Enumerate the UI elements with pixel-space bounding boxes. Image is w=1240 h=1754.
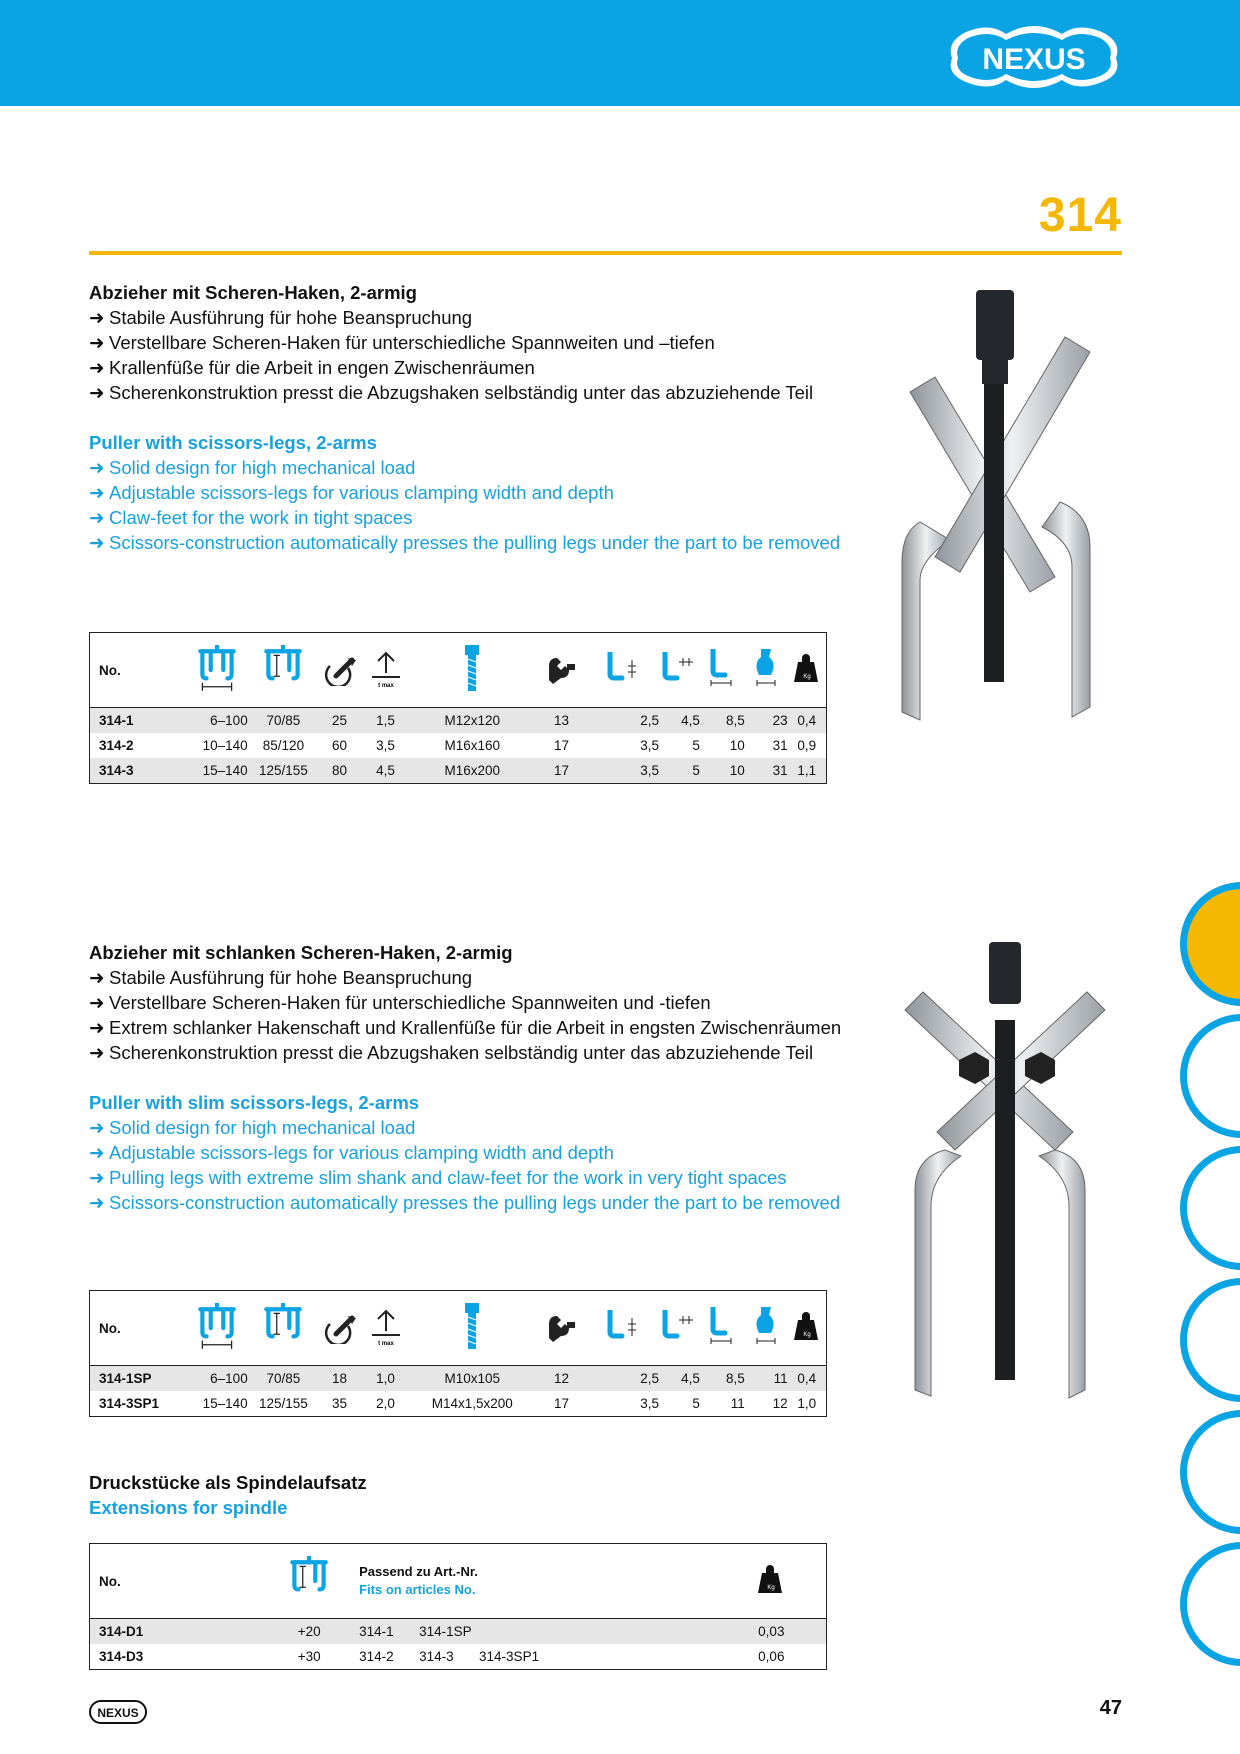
wrench-icon — [534, 1291, 590, 1366]
fits-en-label: Fits on articles No. — [359, 1582, 476, 1597]
side-tab[interactable] — [1180, 1410, 1240, 1534]
col-no-label: No. — [99, 1573, 121, 1589]
claw-b-icon — [659, 1291, 700, 1366]
svg-text:t max: t max — [377, 1340, 394, 1347]
svg-text:Kg: Kg — [767, 1584, 775, 1591]
section2-en-bullet: ➜ Pulling legs with extreme slim shank and claw-feet for the work in very tight spaces — [89, 1167, 787, 1188]
puller-depth-icon — [259, 1544, 359, 1619]
nexus-logo-small — [89, 1700, 147, 1724]
section2-en-bullet: ➜ Solid design for high mechanical load — [89, 1117, 416, 1138]
section2-en-bullet: ➜ Adjustable scissors-legs for various clamping width and depth — [89, 1142, 614, 1163]
col-no-label: No. — [99, 1320, 121, 1336]
table-row: 314-2 10–140 85/120 60 3,5 M16x160 17 3,5 5 10 31 0,9 — [99, 738, 817, 753]
spindle-icon — [411, 633, 533, 708]
table-row: 314-3SP1 15–140 125/155 35 2,0 M14x1,5x200 17 3,5 5 11 12 1,0 — [99, 1396, 817, 1411]
title-rule — [89, 251, 1122, 255]
section2-text — [89, 940, 849, 1215]
arrow-icon: ➜ — [89, 532, 105, 553]
claw-c-icon — [700, 1291, 745, 1366]
arrow-icon: ➜ — [89, 992, 105, 1013]
arrow-icon: ➜ — [89, 1142, 105, 1163]
section2-de-bullet: ➜ Extrem schlanker Hakenschaft und Krallenfüße für die Arbeit in engsten Zwischenräumen — [89, 1017, 842, 1038]
spec-table-3 — [89, 1543, 827, 1670]
col-no-label: No. — [99, 662, 121, 678]
puller-depth-icon — [248, 633, 319, 708]
arrow-icon: ➜ — [89, 1017, 105, 1038]
claw-b-icon — [659, 633, 700, 708]
section2-de-bullet: ➜ Verstellbare Scheren-Haken für unterschiedliche Spannweiten und -tiefen — [89, 992, 711, 1013]
spec-table-2 — [89, 1290, 827, 1417]
arrow-icon: ➜ — [89, 482, 105, 503]
arrow-icon: ➜ — [89, 382, 105, 403]
torque-icon — [319, 1291, 360, 1366]
section3-de-title: Druckstücke als Spindelaufsatz — [89, 1472, 367, 1493]
section2-en-bullet: ➜ Scissors-construction automatically presses the pulling legs under the part to be removed — [89, 1192, 841, 1213]
section1-text — [89, 280, 849, 555]
svg-text:Kg: Kg — [803, 1331, 811, 1338]
section1-en-bullet: ➜ Scissors-construction automatically presses the pulling legs under the part to be removed — [89, 532, 841, 553]
section2-de-bullet: ➜ Scherenkonstruktion presst die Abzugshaken selbständig unter das abzuziehende Teil — [89, 1042, 814, 1063]
table-header-row — [90, 1544, 827, 1619]
table-row: 314-D3 +30 314-2 314-3 314-3SP1 0,06 — [99, 1649, 785, 1664]
section1-de-title: Abzieher mit Scheren-Haken, 2-armig — [89, 282, 417, 303]
section2-en-title: Puller with slim scissors-legs, 2-arms — [89, 1092, 420, 1113]
claw-d-icon — [745, 633, 788, 708]
arrow-icon: ➜ — [89, 332, 105, 353]
torque-icon — [319, 633, 360, 708]
logo-text: NEXUS — [982, 43, 1086, 76]
section1-en-bullet: ➜ Solid design for high mechanical load — [89, 457, 416, 478]
table-header-row — [90, 1291, 827, 1366]
page-number: 47 — [1099, 1697, 1122, 1719]
weight-icon — [788, 633, 827, 708]
puller-width-icon — [186, 633, 247, 708]
force-icon — [360, 633, 411, 708]
section1-de-bullet: ➜ Scherenkonstruktion presst die Abzugshaken selbständig unter das abzuziehende Teil — [89, 382, 814, 403]
fits-on-header — [359, 1544, 717, 1619]
puller-width-icon — [186, 1291, 247, 1366]
section2-de-bullet: ➜ Stabile Ausführung für hohe Beanspruchung — [89, 967, 473, 988]
arrow-icon: ➜ — [89, 1192, 105, 1213]
arrow-icon: ➜ — [89, 1167, 105, 1188]
arrow-icon: ➜ — [89, 1117, 105, 1138]
arrow-icon: ➜ — [89, 457, 105, 478]
side-tab[interactable] — [1180, 1014, 1240, 1138]
arrow-icon: ➜ — [89, 307, 105, 328]
claw-c-icon — [700, 633, 745, 708]
section1-en-bullet: ➜ Claw-feet for the work in tight spaces — [89, 507, 413, 528]
arrow-icon: ➜ — [89, 357, 105, 378]
arrow-icon: ➜ — [89, 1042, 105, 1063]
puller-photo-2 — [895, 940, 1125, 1420]
side-tab[interactable] — [1180, 1278, 1240, 1402]
fits-de-label: Passend zu Art.-Nr. — [359, 1564, 478, 1579]
section1-en-bullet: ➜ Adjustable scissors-legs for various clamping width and depth — [89, 482, 614, 503]
catalog-number: 314 — [1038, 189, 1122, 242]
claw-d-icon — [745, 1291, 788, 1366]
table-row: 314-1SP 6–100 70/85 18 1,0 M10x105 12 2,5 4,5 8,5 11 0,4 — [90, 1366, 827, 1392]
table-row: 314-D1 +20 314-1 314-1SP 0,03 — [90, 1619, 827, 1645]
claw-a-icon — [590, 633, 659, 708]
wrench-icon — [534, 633, 590, 708]
nexus-logo — [946, 24, 1122, 90]
svg-text:t max: t max — [377, 682, 394, 689]
arrow-icon: ➜ — [89, 967, 105, 988]
svg-text:Kg: Kg — [803, 673, 811, 680]
force-icon — [360, 1291, 411, 1366]
section3-titles — [89, 1470, 367, 1520]
side-tab[interactable] — [1180, 1146, 1240, 1270]
section2-de-title: Abzieher mit schlanken Scheren-Haken, 2-armig — [89, 942, 513, 963]
spindle-icon — [411, 1291, 533, 1366]
spec-table-1 — [89, 632, 827, 784]
weight-icon — [717, 1544, 827, 1619]
puller-photo-1 — [890, 282, 1120, 742]
table-row: 314-3 15–140 125/155 80 4,5 M16x200 17 3,5 5 10 31 1,1 — [90, 758, 827, 784]
svg-text:NEXUS: NEXUS — [97, 1706, 139, 1720]
section1-de-bullet: ➜ Stabile Ausführung für hohe Beanspruchung — [89, 307, 473, 328]
side-tab[interactable] — [1180, 1542, 1240, 1666]
section1-en-title: Puller with scissors-legs, 2-arms — [89, 432, 377, 453]
side-tab-active[interactable] — [1180, 882, 1240, 1006]
table-header-row — [90, 633, 827, 708]
puller-depth-icon — [248, 1291, 319, 1366]
section3-en-title: Extensions for spindle — [89, 1497, 288, 1518]
section1-de-bullet: ➜ Krallenfüße für die Arbeit in engen Zwischenräumen — [89, 357, 535, 378]
arrow-icon: ➜ — [89, 507, 105, 528]
section1-de-bullet: ➜ Verstellbare Scheren-Haken für unterschiedliche Spannweiten und –tiefen — [89, 332, 715, 353]
claw-a-icon — [590, 1291, 659, 1366]
table-row: 314-1 6–100 70/85 25 1,5 M12x120 13 2,5 4,5 8,5 23 0,4 — [90, 708, 827, 734]
weight-icon — [788, 1291, 827, 1366]
